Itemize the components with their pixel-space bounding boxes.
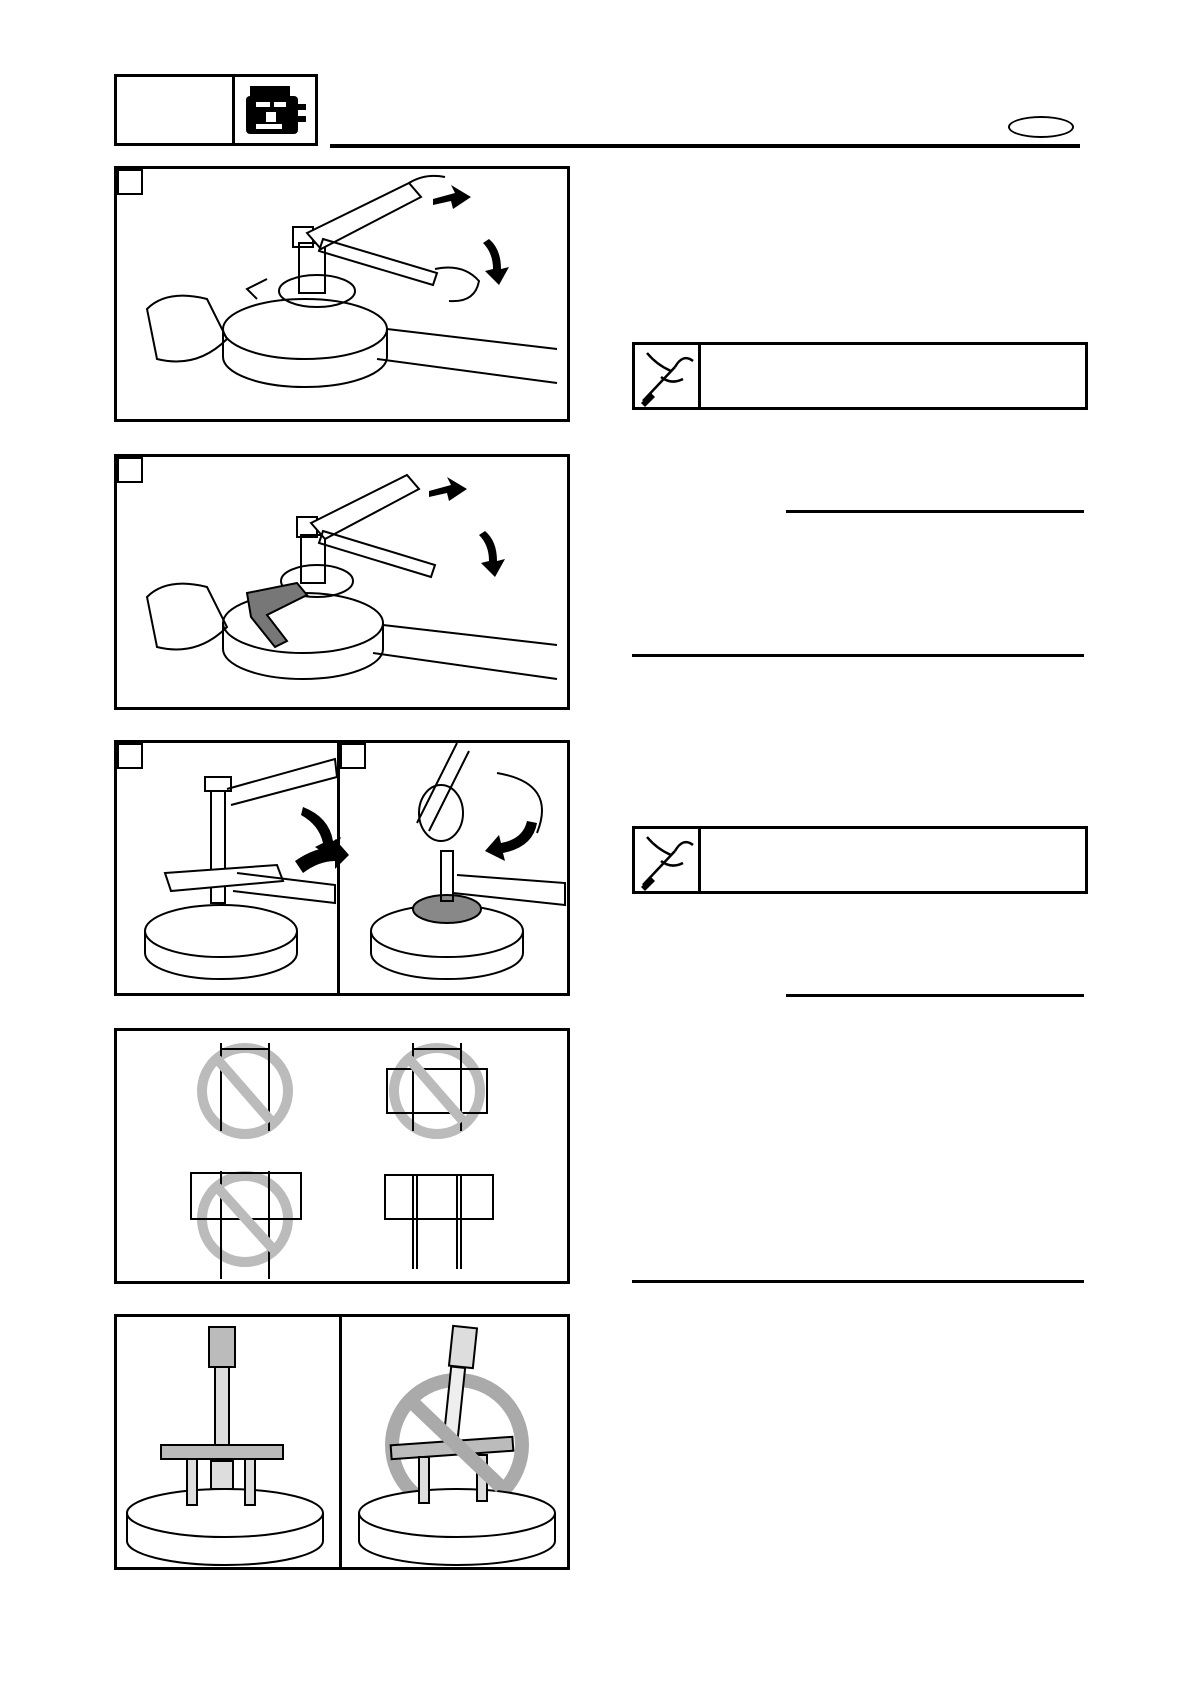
figure-flywheel-tighten (114, 454, 570, 710)
special-tool-icon (635, 829, 701, 891)
flywheel-tighten-illustration (117, 457, 567, 707)
powerhead-icon (244, 82, 308, 140)
special-tool-callout (632, 826, 1088, 894)
holder-usage-illustration (117, 1031, 567, 1281)
special-tool-icon (635, 345, 701, 407)
figure-flywheel-loosen (114, 166, 570, 422)
flywheel-puller-illustration (117, 743, 567, 993)
figure-puller-comparison (114, 1314, 570, 1570)
puller-comparison-illustration (117, 1317, 567, 1567)
text-rule (632, 1280, 1084, 1283)
special-tool-callout (632, 342, 1088, 410)
text-rule (786, 510, 1084, 513)
text-rule (632, 654, 1084, 657)
section-header-divider (232, 74, 235, 146)
text-rule (786, 994, 1084, 997)
figure-flywheel-puller (114, 740, 570, 996)
figure-holder-usage (114, 1028, 570, 1284)
language-badge (1008, 116, 1074, 138)
header-rule (330, 144, 1080, 148)
flywheel-loosen-illustration (117, 169, 567, 419)
